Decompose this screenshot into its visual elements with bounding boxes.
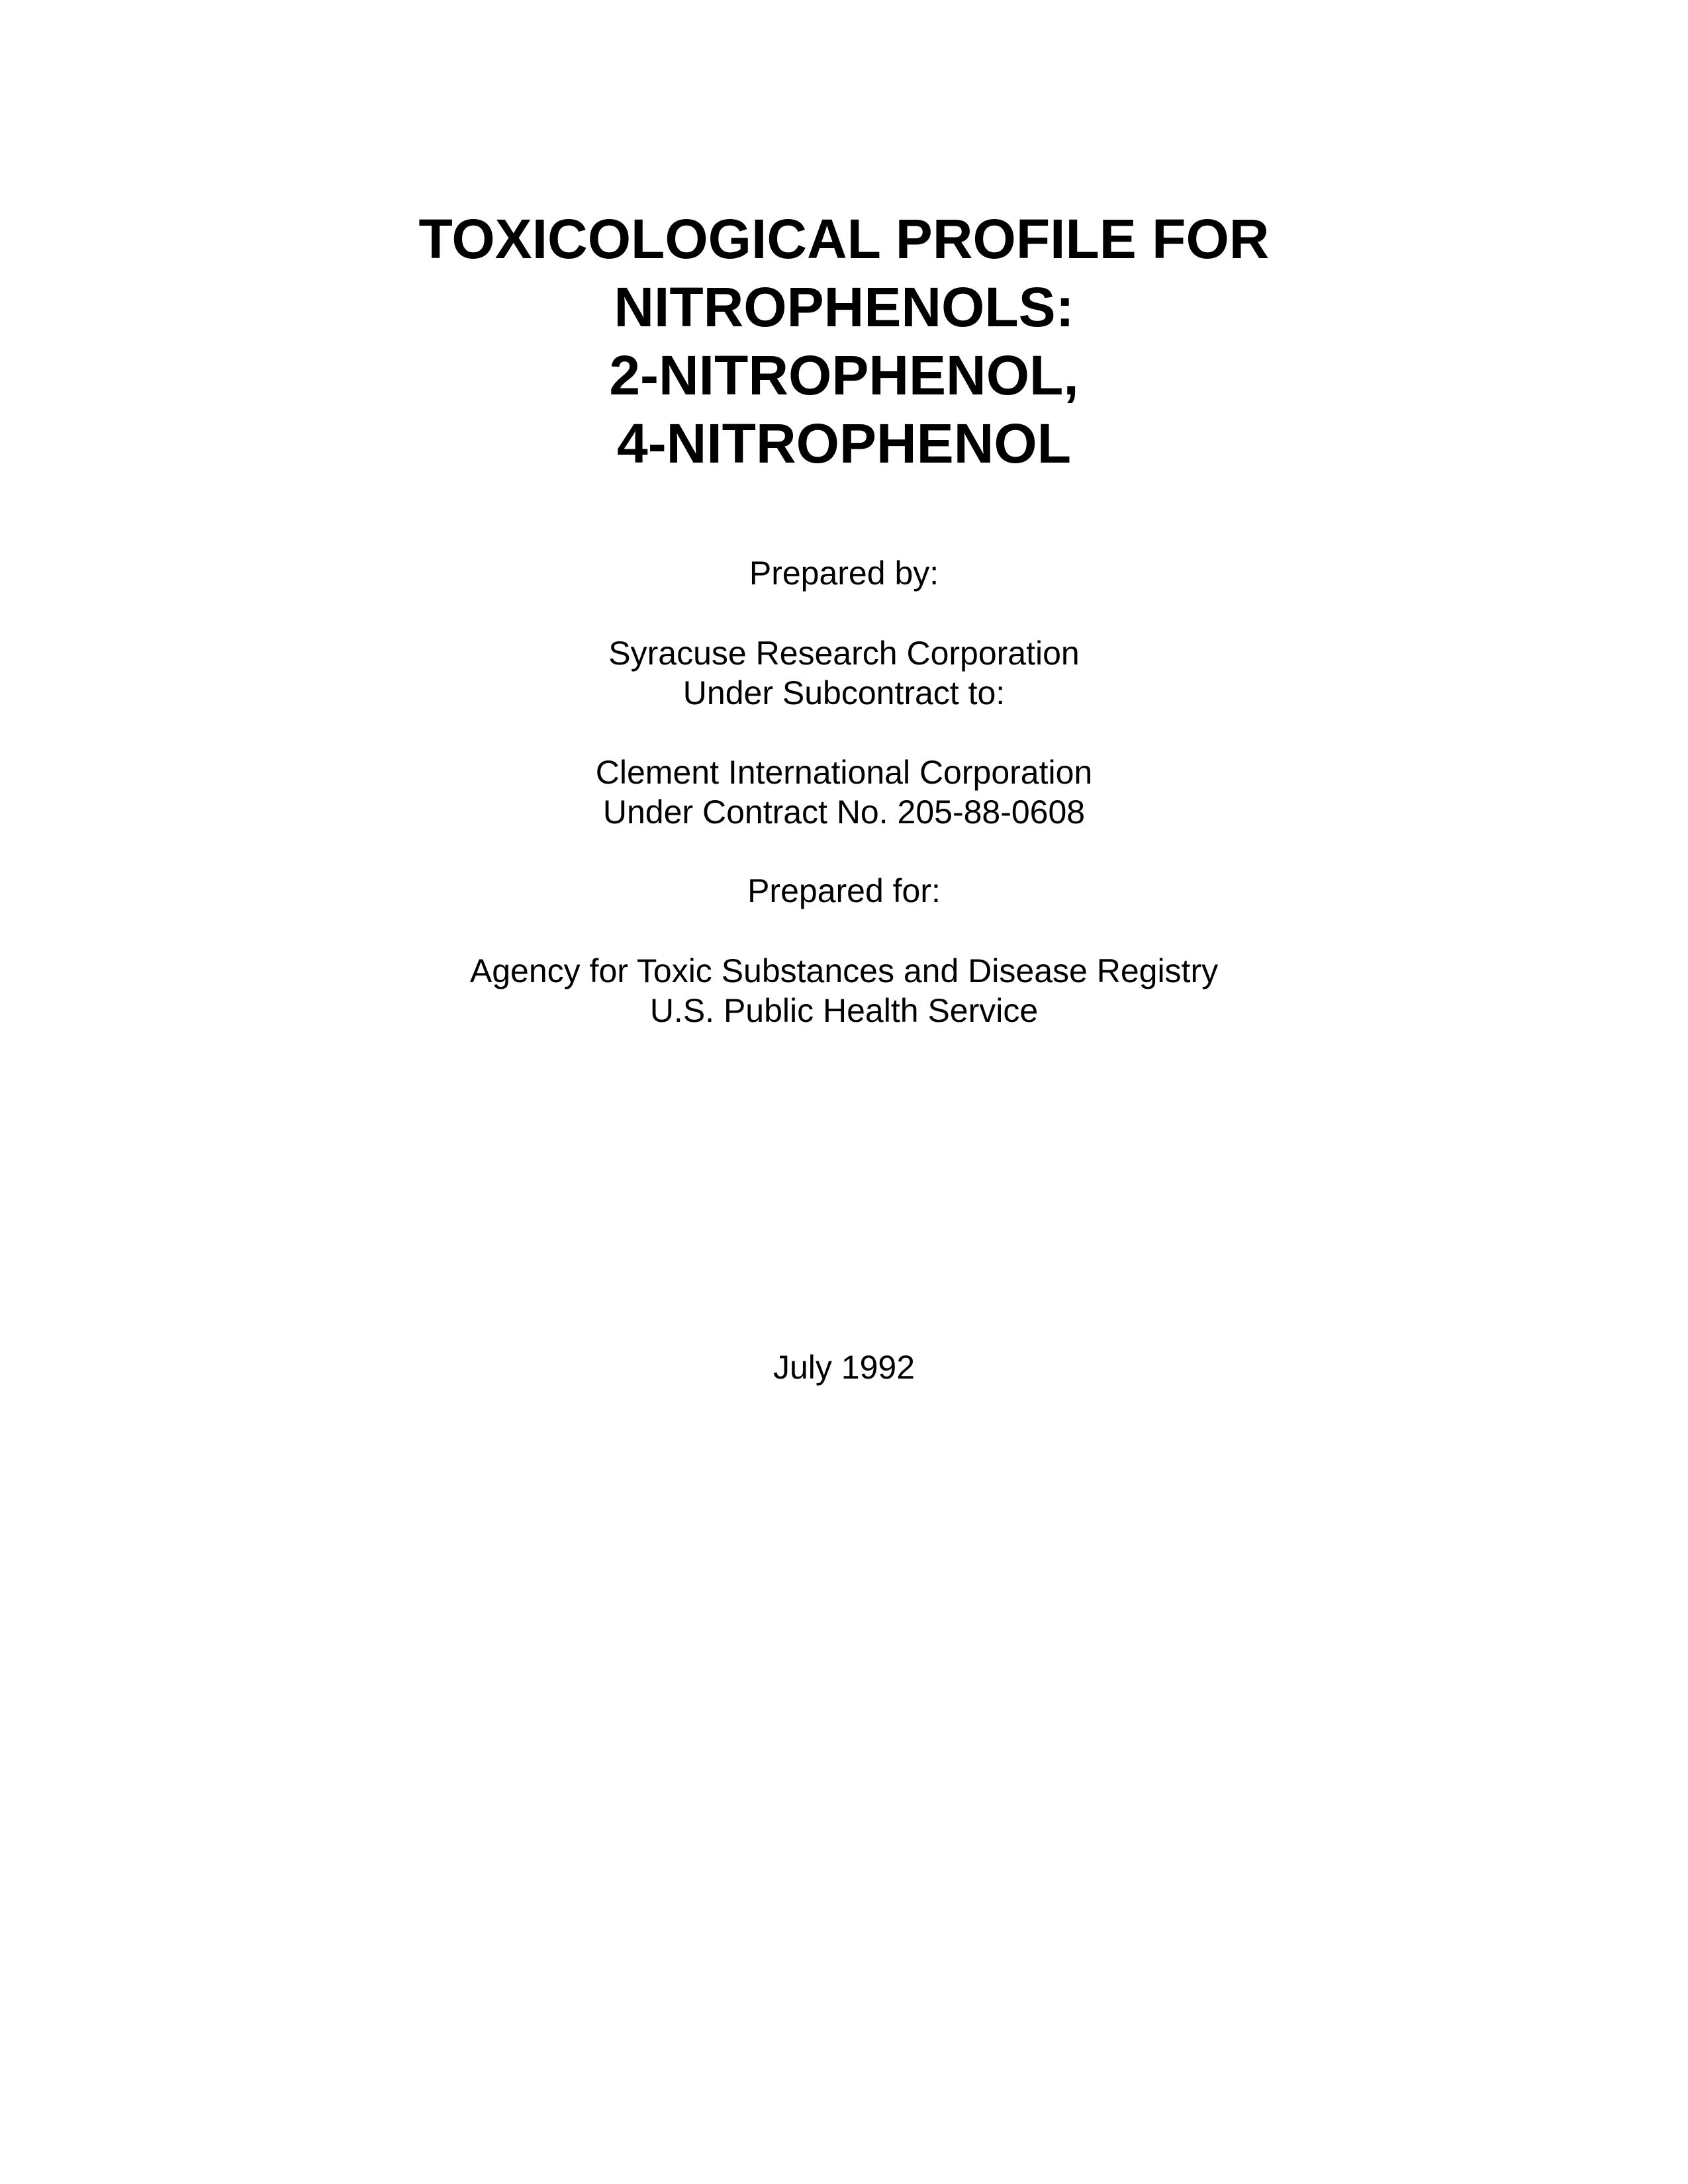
agency-service: U.S. Public Health Service <box>649 992 1039 1029</box>
title-line-1: TOXICOLOGICAL PROFILE FOR <box>418 208 1270 270</box>
preparer-name: Syracuse Research Corporation <box>608 635 1080 672</box>
contract-number: Under Contract No. 205-88-0608 <box>602 794 1086 831</box>
title-line-2: NITROPHENOLS: <box>614 276 1074 338</box>
contractor-name: Clement International Corporation <box>595 754 1093 791</box>
prepared-for-section <box>0 871 1688 911</box>
prepared-for-label: Prepared for: <box>747 872 941 909</box>
contractor-section <box>0 752 1688 832</box>
preparer-relation: Under Subcontract to: <box>682 674 1006 711</box>
document-title <box>0 205 1688 478</box>
publication-date-section <box>0 1347 1688 1387</box>
agency-section <box>0 951 1688 1030</box>
title-line-4: 4-NITROPHENOL <box>616 412 1072 475</box>
prepared-by-section <box>0 553 1688 593</box>
title-line-3: 2-NITROPHENOL, <box>609 344 1079 406</box>
preparer-section <box>0 633 1688 713</box>
agency-name: Agency for Toxic Substances and Disease Registry <box>469 952 1219 989</box>
prepared-by-label: Prepared by: <box>749 555 939 592</box>
publication-date: July 1992 <box>773 1349 915 1386</box>
